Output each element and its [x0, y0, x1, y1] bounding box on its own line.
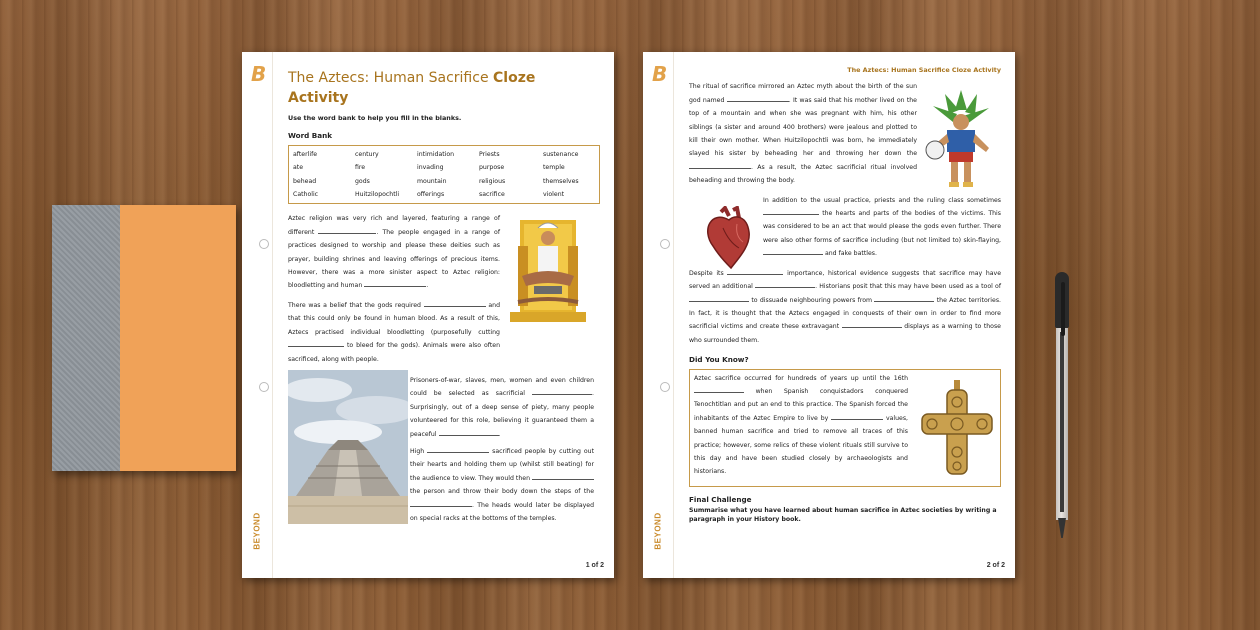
- did-you-know-heading: Did You Know?: [689, 355, 749, 365]
- beyond-logo-icon: B: [652, 62, 668, 86]
- running-title: The Aztecs: Human Sacrifice Cloze Activity: [847, 66, 1001, 74]
- answer-blank[interactable]: [532, 389, 592, 395]
- paragraph-importance: Despite its importance, historical evidence suggests that sacrifice may have served an additional . Historians posit that this may have been used as a tool of to dissuade neighbouring powers from the Aztec territories. In fact, it is thought that the Aztecs engaged in conquests of their own in order to find more sacrificial victims and create these extravagant displays as a warning to those who surrounded them.: [689, 269, 1002, 344]
- did-you-know-box: Aztec sacrifice occurred for hundreds of years up until the 16th when Spanish conquistadors conquered Tenochtitlan and put an end to this practice. The Spanish forced the inhabitants of the Aztec Empire to live by values, banned human sacrifice and tried to remove all traces of this practice; however, some relics of these violent rituals still survive to this day and have been studied closely by archaeologists and historians.: [689, 369, 1001, 487]
- answer-blank[interactable]: [874, 296, 934, 302]
- punch-hole: [259, 239, 269, 249]
- answer-blank[interactable]: [424, 301, 486, 307]
- paragraph-myth: The ritual of sacrifice mirrored an Aztec myth about the birth of the sun god named . It was said that his mother lived on the top of a mountain and when she was pregnant with him, his other siblings (a sister and around 400 brothers) were jealous and plotted to kill their own mother. When Huitzilopochtli was born, he immediately slayed his sister by beheading her and throwing her down the . As a result, the Aztec sacrificial ritual involved beheading and throwing the body.: [689, 83, 918, 185]
- answer-blank[interactable]: [727, 96, 789, 102]
- beyond-logo-icon: B: [251, 62, 267, 86]
- brand-vertical: BEYOND: [252, 512, 262, 550]
- punch-hole: [259, 382, 269, 392]
- notebook-cover: [120, 205, 236, 471]
- page-title: The Aztecs: Human Sacrifice Cloze Activity: [288, 70, 536, 106]
- notebook: [52, 205, 236, 471]
- final-challenge-text: Summarise what you have learned about human sacrifice in Aztec societies by writing a paragraph in your History book.: [689, 506, 997, 523]
- human-heart-illustration: [703, 206, 755, 270]
- answer-blank[interactable]: [689, 296, 749, 302]
- huitzilopochtli-illustration: [923, 86, 999, 190]
- paragraph-blood: There was a belief that the gods required and that this could only be found in human blood. As a result of this, Aztecs practised individual bloodletting (purposefully cutting to bleed for the gods). Animals were also often sacrificed, along with people.: [288, 301, 501, 363]
- instructions: Use the word bank to help you fill in the blanks.: [288, 114, 462, 122]
- answer-blank[interactable]: [427, 447, 489, 453]
- notebook-spine: [52, 205, 120, 471]
- final-challenge-heading: Final Challenge: [689, 494, 752, 504]
- answer-blank[interactable]: [689, 163, 751, 169]
- answer-blank[interactable]: [410, 501, 472, 507]
- paragraph-priests: High sacrificed people by cutting out their hearts and holding them up (whilst still beating) for the audience to view. They would then the person and throw their body down the steps of the . The heads would later be displayed on special racks at the bottoms of the temples.: [410, 447, 595, 522]
- answer-blank[interactable]: [532, 474, 594, 480]
- answer-blank[interactable]: [318, 228, 376, 234]
- worksheet-page-2: [643, 52, 1015, 578]
- answer-blank[interactable]: [364, 281, 426, 287]
- worksheet-page-1: [242, 52, 614, 578]
- punch-hole: [660, 239, 670, 249]
- answer-blank[interactable]: [763, 249, 823, 255]
- paragraph-religion: Aztec religion was very rich and layered, featuring a range of different . The people engaged in a range of practices designed to worship and please these deities such as prayer, building shrines and leaving offerings of precious items. However, there was a more sinister aspect to Aztec religion: bloodletting and human .: [288, 215, 501, 290]
- page-number: 2 of 2: [986, 562, 1005, 569]
- answer-blank[interactable]: [439, 430, 499, 436]
- brand-vertical: BEYOND: [653, 512, 663, 550]
- punch-hole: [660, 382, 670, 392]
- answer-blank[interactable]: [831, 414, 883, 420]
- answer-blank[interactable]: [763, 209, 819, 215]
- catholic-cross-illustration: [920, 380, 994, 478]
- answer-blank[interactable]: [694, 387, 744, 393]
- answer-blank[interactable]: [288, 341, 344, 347]
- paragraph-practices: In addition to the usual practice, priests and the ruling class sometimes the hearts and parts of the bodies of the victims. This was considered to be an act that would please the gods even further. There were also other forms of sacrifice including (but not limited to) skin-flaying, and fake battles.: [763, 196, 1002, 258]
- paragraph-victims: Prisoners-of-war, slaves, men, women and even children could be selected as sacrificial . Surprisingly, out of a deep sense of piety, many people volunteered for this role, believing it guaranteed them a peaceful .: [410, 376, 595, 438]
- answer-blank[interactable]: [755, 282, 815, 288]
- page-number: 1 of 2: [585, 562, 604, 569]
- word-bank-heading: Word Bank: [288, 131, 333, 141]
- aztec-priest-illustration: [504, 216, 592, 324]
- pyramid-of-the-sun-illustration: [288, 370, 408, 524]
- pen: [1052, 272, 1072, 538]
- word-bank: afterlife century intimidation Priests sustenance ate fire invading purpose temple behead gods mountain religious themselves Catholic Huitzilopochtli offerings sacrifice violent: [288, 145, 600, 205]
- answer-blank[interactable]: [842, 322, 902, 328]
